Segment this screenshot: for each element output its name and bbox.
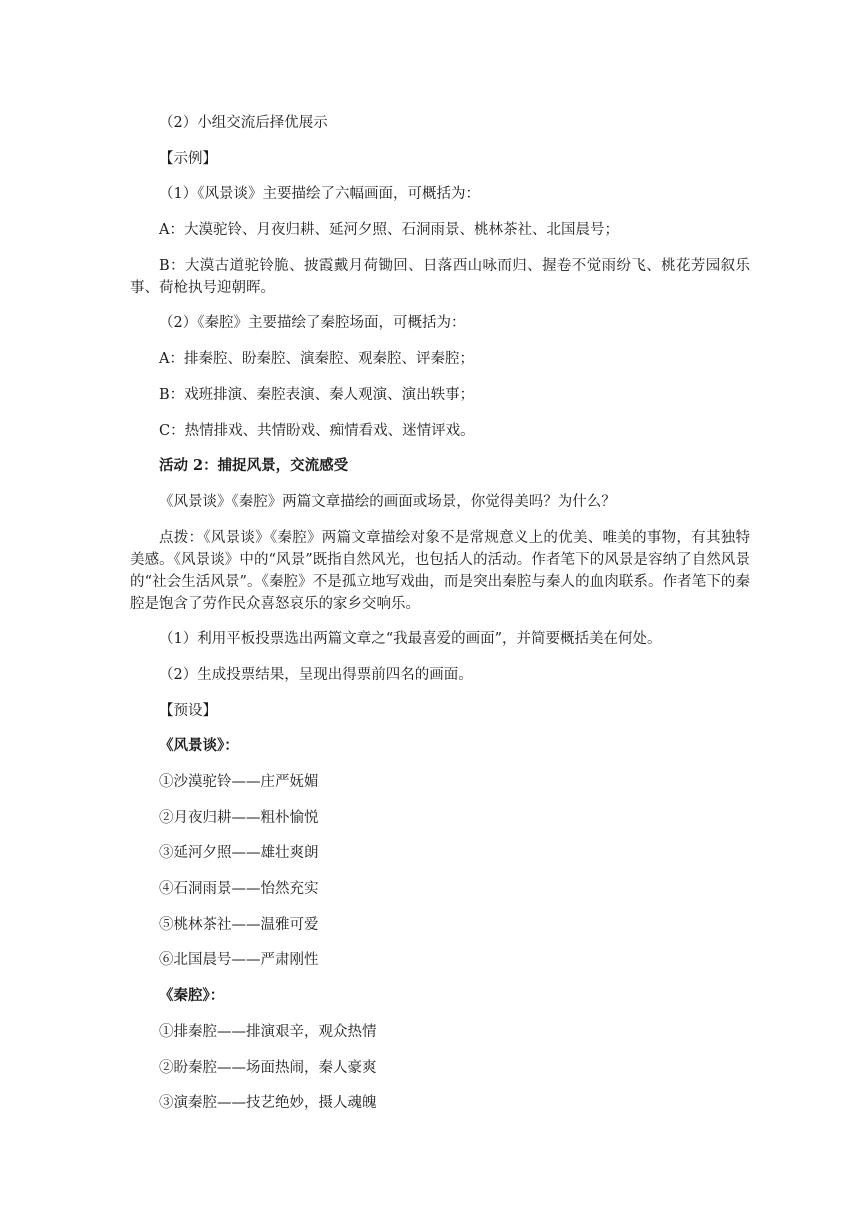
example-1-option-b: B：大漠古道驼铃脆、披霞戴月荷锄回、日落西山咏而归、握卷不觉雨纷飞、桃花芳园叙乐事、荷枪执号迎朝晖。: [130, 257, 750, 296]
fengjingtan-item-4: ④石洞雨景——怡然充实: [159, 881, 319, 898]
preset-heading: 【预设】: [159, 702, 217, 719]
fengjingtan-item-6: ⑥北国晨号——严肃刚性: [159, 952, 319, 969]
example-1-intro: （1）《风景谈》主要描绘了六幅画面，可概括为：: [159, 186, 480, 203]
fengjingtan-item-3: ③延河夕照——雄壮爽朗: [159, 845, 319, 862]
example-1-option-a: A：大漠驼铃、月夜归耕、延河夕照、石洞雨景、桃林茶社、北国晨号；: [159, 222, 619, 239]
qinqiang-item-2: ②盼秦腔——场面热闹，秦人豪爽: [159, 1059, 377, 1076]
example-2-option-b: B：戏班排演、秦腔表演、秦人观演、演出轶事；: [159, 386, 475, 403]
activity-2-heading: 活动 2：捕捉风景，交流感受: [159, 457, 349, 475]
example-2-option-c: C：热情排戏、共情盼戏、痴情看戏、迷情评戏。: [159, 422, 475, 439]
step-2-text: （2）小组交流后择优展示: [159, 115, 328, 131]
task-1-text: （1）利用平板投票选出两篇文章之“我最喜爱的画面”，并简要概括美在何处。: [159, 631, 662, 648]
fengjingtan-item-5: ⑤桃林茶社——温雅可爱: [159, 916, 319, 933]
task-2-text: （2）生成投票结果，呈现出得票前四名的画面。: [159, 666, 473, 683]
fengjingtan-item-2: ②月夜归耕——粗朴愉悦: [159, 809, 319, 826]
example-2-option-a: A：排秦腔、盼秦腔、演秦腔、观秦腔、评秦腔；: [159, 351, 474, 368]
example-heading: 【示例】: [159, 150, 217, 167]
fengjingtan-heading: 《风景谈》：: [159, 737, 239, 755]
qinqiang-heading: 《秦腔》：: [159, 987, 225, 1005]
example-2-intro: （2）《秦腔》主要描绘了秦腔场面，可概括为：: [159, 315, 466, 332]
activity-2-question: 《风景谈》《秦腔》两篇文章描绘的画面或场景，你觉得美吗？为什么？: [159, 493, 616, 510]
fengjingtan-item-1: ①沙漠驼铃——庄严妩媚: [159, 774, 319, 790]
qinqiang-item-3: ③演秦腔——技艺绝妙，摄人魂魄: [159, 1095, 377, 1112]
guidance-paragraph: 点拨：《风景谈》《秦腔》两篇文章描绘对象不是常规意义上的优美、唯美的事物，有其独特美感。《风景谈》中的“风景”既指自然风光，也包括人的活动。作者笔下的风景是容纳了自然风景的“社会生活风景”。《秦腔》不是孤立地写戏曲，而是突出秦腔与秦人的血肉联系。作者笔下的秦腔是饱含了劳作民众喜怒哀乐的家乡交响乐。: [130, 529, 750, 612]
qinqiang-item-1: ①排秦腔——排演艰辛，观众热情: [159, 1023, 377, 1040]
